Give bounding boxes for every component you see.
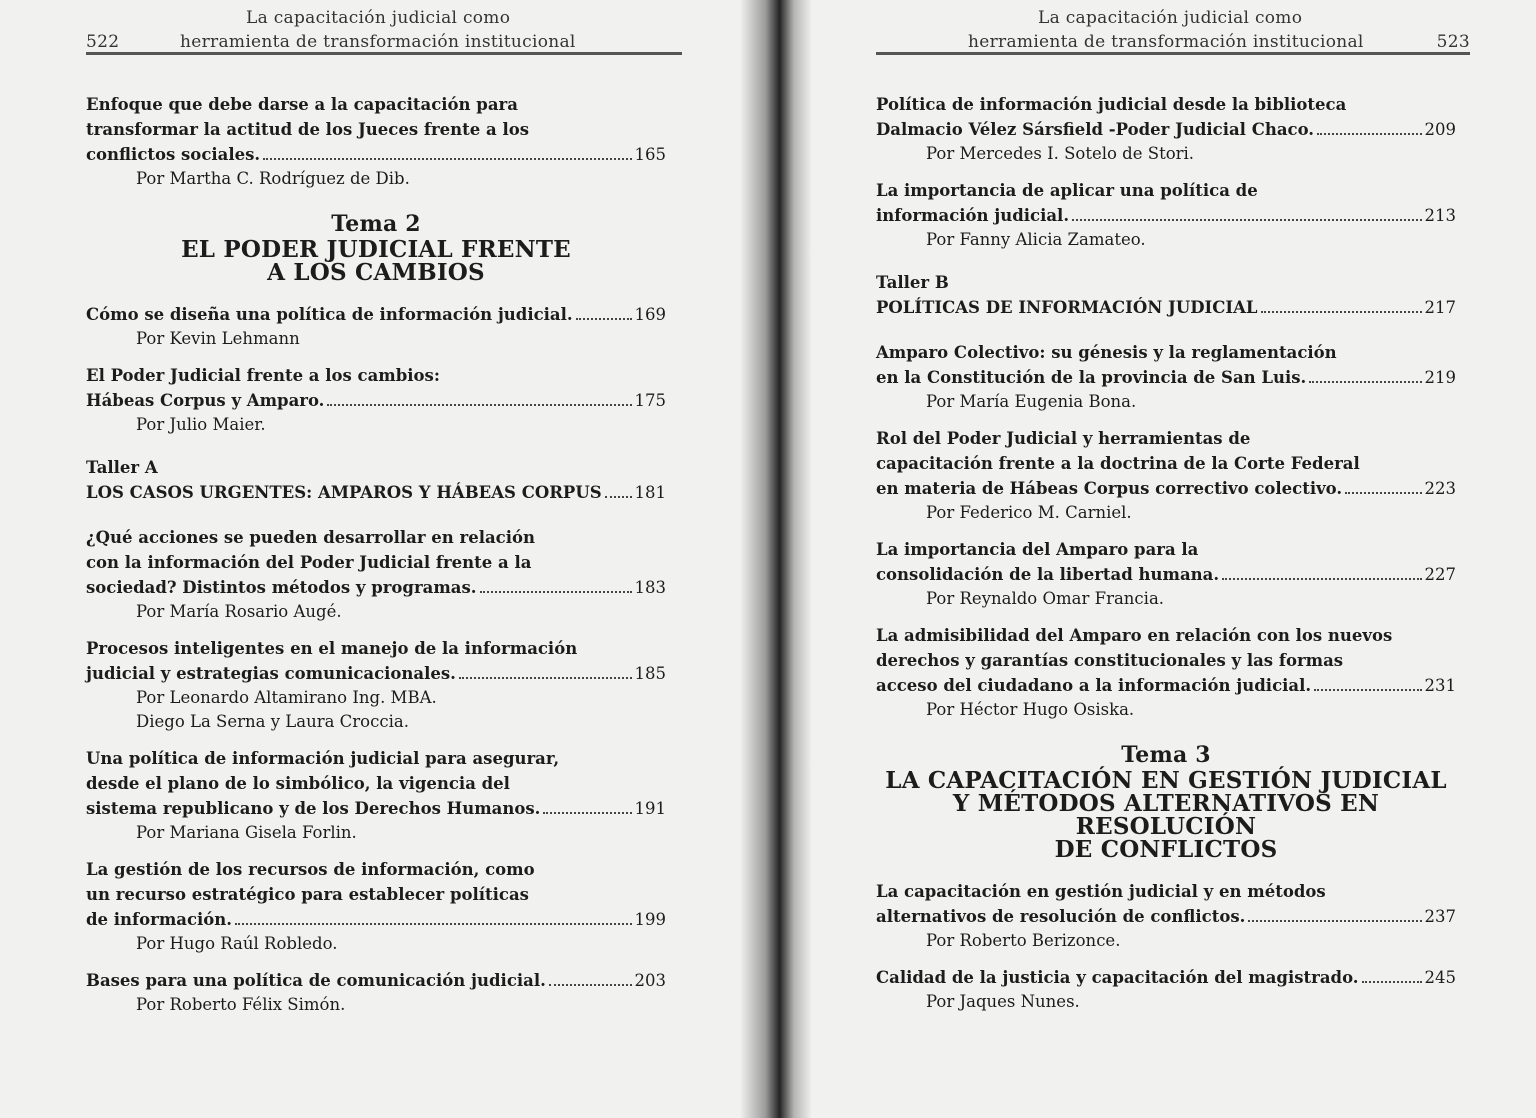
toc-entry: [86, 746, 666, 845]
toc-entry-title-line: La admisibilidad del Amparo en relación con los nuevos: [876, 626, 1393, 645]
toc-entry-title: [876, 965, 1456, 990]
header-rule: [876, 52, 1470, 55]
toc-page-ref: 245: [1424, 968, 1456, 987]
toc-entry: [876, 92, 1456, 166]
toc-entry-title: [86, 525, 666, 600]
toc-entry: [86, 525, 666, 624]
header-rule: [86, 52, 682, 55]
right-page: [768, 0, 1536, 1118]
section-number: Tema 3: [1121, 742, 1211, 768]
leader-dots: [1222, 578, 1421, 580]
toc-entry-title-line: Enfoque que debe darse a la capacitación para: [86, 95, 518, 114]
toc-entry-title-line: La gestión de los recursos de información, como: [86, 860, 535, 879]
toc-entry: [876, 178, 1456, 252]
leader-dots: [1261, 311, 1422, 313]
section-title-line: A LOS CAMBIOS: [267, 259, 485, 286]
toc-page-ref: 237: [1424, 907, 1456, 926]
toc-entry-title-line: Una política de información judicial para asegurar,: [86, 749, 560, 768]
workshop-label: Taller A: [86, 458, 158, 477]
header-title-line1: La capacitación judicial como: [246, 8, 511, 28]
toc-entry-title: [86, 302, 666, 327]
toc-entry-title-line: ¿Qué acciones se pueden desarrollar en relación: [86, 528, 535, 547]
workshop-label: Taller B: [876, 273, 949, 292]
page-number: 522: [86, 32, 120, 52]
toc-page-ref: 169: [634, 305, 666, 324]
running-header: [876, 6, 1470, 54]
leader-dots: [576, 318, 632, 320]
section-heading: [876, 744, 1456, 861]
toc-entry-title: [86, 746, 666, 821]
leader-dots: [1314, 689, 1421, 691]
toc-entry-title-line: La importancia de aplicar una política de: [876, 181, 1258, 200]
toc-entry-title: [86, 363, 666, 413]
section-title-line: Y MÉTODOS ALTERNATIVOS EN RESOLUCIÓN: [952, 790, 1380, 840]
toc-entry-title-line: información judicial.: [876, 206, 1070, 225]
toc-page-ref: 223: [1424, 479, 1456, 498]
toc-entry-title: [876, 537, 1456, 587]
toc-entry-title-line: sistema republicano y de los Derechos Humanos.: [86, 799, 541, 818]
leader-dots: [459, 677, 632, 679]
toc-content: [876, 92, 1456, 1026]
toc-entry-author: [136, 993, 666, 1017]
author-name: Por Jaques Nunes.: [926, 992, 1080, 1011]
author-name: Por Roberto Félix Simón.: [136, 995, 346, 1014]
toc-entry: [876, 340, 1456, 414]
toc-entry-title-line: sociedad? Distintos métodos y programas.: [86, 578, 477, 597]
leader-dots: [1317, 133, 1421, 135]
toc-page-ref: 203: [634, 971, 666, 990]
leader-dots: [605, 496, 632, 498]
toc-entry-title-line: Calidad de la justicia y capacitación del magistrado.: [876, 968, 1359, 987]
toc-entry-title-line: conflictos sociales.: [86, 145, 261, 164]
leader-dots: [1345, 492, 1421, 494]
workshop-title: [876, 295, 1456, 320]
author-name: Por Hugo Raúl Robledo.: [136, 934, 338, 953]
toc-entry-title-line: capacitación frente a la doctrina de la Corte Federal: [876, 454, 1360, 473]
toc-entry-title-line: Hábeas Corpus y Amparo.: [86, 391, 325, 410]
toc-entry-author: [926, 929, 1456, 953]
page-number: 523: [1436, 32, 1470, 52]
toc-entry: [876, 426, 1456, 525]
toc-entry: [86, 302, 666, 351]
toc-page-ref: 213: [1424, 206, 1456, 225]
toc-entry-title: [876, 623, 1456, 698]
running-header: [86, 6, 682, 54]
header-title-line2: herramienta de transformación institucional: [180, 32, 576, 52]
toc-entry: [86, 92, 666, 191]
toc-entry: [876, 623, 1456, 722]
leader-dots: [480, 591, 632, 593]
toc-page-ref: 185: [634, 664, 666, 683]
toc-entry-title: [876, 879, 1456, 929]
toc-entry-title-line: transformar la actitud de los Jueces frente a los: [86, 120, 530, 139]
leader-dots: [1309, 381, 1421, 383]
toc-entry-author: [926, 228, 1456, 252]
toc-entry: [86, 857, 666, 956]
toc-entry-author: [136, 167, 666, 191]
author-name: Por Leonardo Altamirano Ing. MBA.: [136, 688, 437, 707]
section-heading: [86, 213, 666, 284]
toc-entry-title-line: desde el plano de lo simbólico, la vigencia del: [86, 774, 510, 793]
leader-dots: [543, 812, 631, 814]
toc-entry-title-line: Política de información judicial desde la biblioteca: [876, 95, 1347, 114]
toc-entry: [876, 965, 1456, 1014]
toc-entry-author: [136, 327, 666, 351]
toc-entry-title-line: acceso del ciudadano a la información judicial.: [876, 676, 1312, 695]
toc-entry-author: [926, 587, 1456, 611]
toc-page-ref: 209: [1424, 120, 1456, 139]
toc-page-ref: 199: [634, 910, 666, 929]
section-number: Tema 2: [331, 211, 421, 237]
workshop-title-text: LOS CASOS URGENTES: AMPAROS Y HÁBEAS CORPUS: [86, 483, 602, 502]
toc-entry-title-line: Amparo Colectivo: su génesis y la reglamentación: [876, 343, 1337, 362]
leader-dots: [263, 158, 631, 160]
toc-entry-title-line: derechos y garantías constitucionales y las formas: [876, 651, 1344, 670]
leader-dots: [549, 984, 632, 986]
toc-entry-title-line: Cómo se diseña una política de información judicial.: [86, 305, 573, 324]
toc-entry-title-line: con la información del Poder Judicial frente a la: [86, 553, 532, 572]
toc-entry: [86, 636, 666, 734]
section-title-line: DE CONFLICTOS: [1054, 836, 1278, 863]
toc-page-ref: 231: [1424, 676, 1456, 695]
workshop-heading: [86, 455, 666, 505]
toc-entry-title: [86, 636, 666, 686]
author-name: Por Héctor Hugo Osiska.: [926, 700, 1135, 719]
toc-entry-author: [926, 142, 1456, 166]
toc-entry-title-line: La importancia del Amparo para la: [876, 540, 1199, 559]
toc-page-ref: 175: [634, 391, 666, 410]
author-name: Por María Rosario Augé.: [136, 602, 342, 621]
toc-entry-title-line: Procesos inteligentes en el manejo de la información: [86, 639, 578, 658]
toc-entry-author: [136, 932, 666, 956]
toc-entry-title-line: Rol del Poder Judicial y herramientas de: [876, 429, 1251, 448]
toc-content: [86, 92, 666, 1029]
author-name: Por Reynaldo Omar Francia.: [926, 589, 1165, 608]
toc-entry-title: [86, 857, 666, 932]
author-name: Diego La Serna y Laura Croccia.: [136, 712, 409, 731]
leader-dots: [235, 923, 631, 925]
toc-entry: [876, 879, 1456, 953]
toc-entry-author: [136, 600, 666, 624]
toc-page-ref: 183: [634, 578, 666, 597]
toc-entry-title: [876, 340, 1456, 390]
header-title-line1: La capacitación judicial como: [1038, 8, 1303, 28]
toc-entry-title-line: La capacitación en gestión judicial y en métodos: [876, 882, 1326, 901]
author-name: Por Mariana Gisela Forlin.: [136, 823, 357, 842]
author-name: Por Kevin Lehmann: [136, 329, 300, 348]
toc-entry-author: [926, 990, 1456, 1014]
workshop-title-text: POLÍTICAS DE INFORMACIÓN JUDICIAL: [876, 298, 1258, 317]
toc-page-ref: 165: [634, 145, 666, 164]
toc-entry-author: [926, 390, 1456, 414]
toc-entry-title-line: un recurso estratégico para establecer políticas: [86, 885, 529, 904]
author-name: Por Mercedes I. Sotelo de Stori.: [926, 144, 1195, 163]
toc-entry-author: [926, 501, 1456, 525]
toc-entry-title: [876, 92, 1456, 142]
toc-entry-title-line: de información.: [86, 910, 233, 929]
toc-entry-author: [136, 686, 666, 734]
toc-entry-title-line: consolidación de la libertad humana.: [876, 565, 1220, 584]
leader-dots: [1248, 920, 1421, 922]
toc-page-ref: 227: [1424, 565, 1456, 584]
leader-dots: [1362, 981, 1422, 983]
author-name: Por Fanny Alicia Zamateo.: [926, 230, 1146, 249]
workshop-title: [86, 480, 666, 505]
toc-entry-title-line: Dalmacio Vélez Sársfield -Poder Judicial Chaco.: [876, 120, 1315, 139]
author-name: Por Julio Maier.: [136, 415, 266, 434]
toc-entry: [86, 363, 666, 437]
section-title-line: LA CAPACITACIÓN EN GESTIÓN JUDICIAL: [885, 767, 1447, 794]
toc-entry-title-line: en la Constitución de la provincia de San Luis.: [876, 368, 1307, 387]
toc-entry-title-line: alternativos de resolución de conflictos.: [876, 907, 1246, 926]
toc-entry-title: [86, 92, 666, 167]
toc-page-ref: 219: [1424, 368, 1456, 387]
toc-entry-author: [926, 698, 1456, 722]
toc-entry-title-line: judicial y estrategias comunicacionales.: [86, 664, 456, 683]
author-name: Por María Eugenia Bona.: [926, 392, 1137, 411]
section-title-line: EL PODER JUDICIAL FRENTE: [181, 236, 571, 263]
toc-page-ref: 191: [634, 799, 666, 818]
leader-dots: [1072, 219, 1421, 221]
toc-entry-title-line: en materia de Hábeas Corpus correctivo colectivo.: [876, 479, 1343, 498]
author-name: Por Roberto Berizonce.: [926, 931, 1121, 950]
author-name: Por Martha C. Rodríguez de Dib.: [136, 169, 410, 188]
toc-entry-title-line: El Poder Judicial frente a los cambios:: [86, 366, 440, 385]
toc-entry: [86, 968, 666, 1017]
toc-entry-title: [86, 968, 666, 993]
toc-page-ref: 217: [1424, 298, 1456, 317]
toc-entry-title-line: Bases para una política de comunicación judicial.: [86, 971, 546, 990]
header-title-line2: herramienta de transformación institucional: [968, 32, 1364, 52]
toc-entry-title: [876, 426, 1456, 501]
toc-page-ref: 181: [634, 483, 666, 502]
author-name: Por Federico M. Carniel.: [926, 503, 1132, 522]
workshop-heading: [876, 270, 1456, 320]
leader-dots: [327, 404, 631, 406]
toc-entry: [876, 537, 1456, 611]
toc-entry-author: [136, 413, 666, 437]
toc-entry-author: [136, 821, 666, 845]
toc-entry-title: [876, 178, 1456, 228]
